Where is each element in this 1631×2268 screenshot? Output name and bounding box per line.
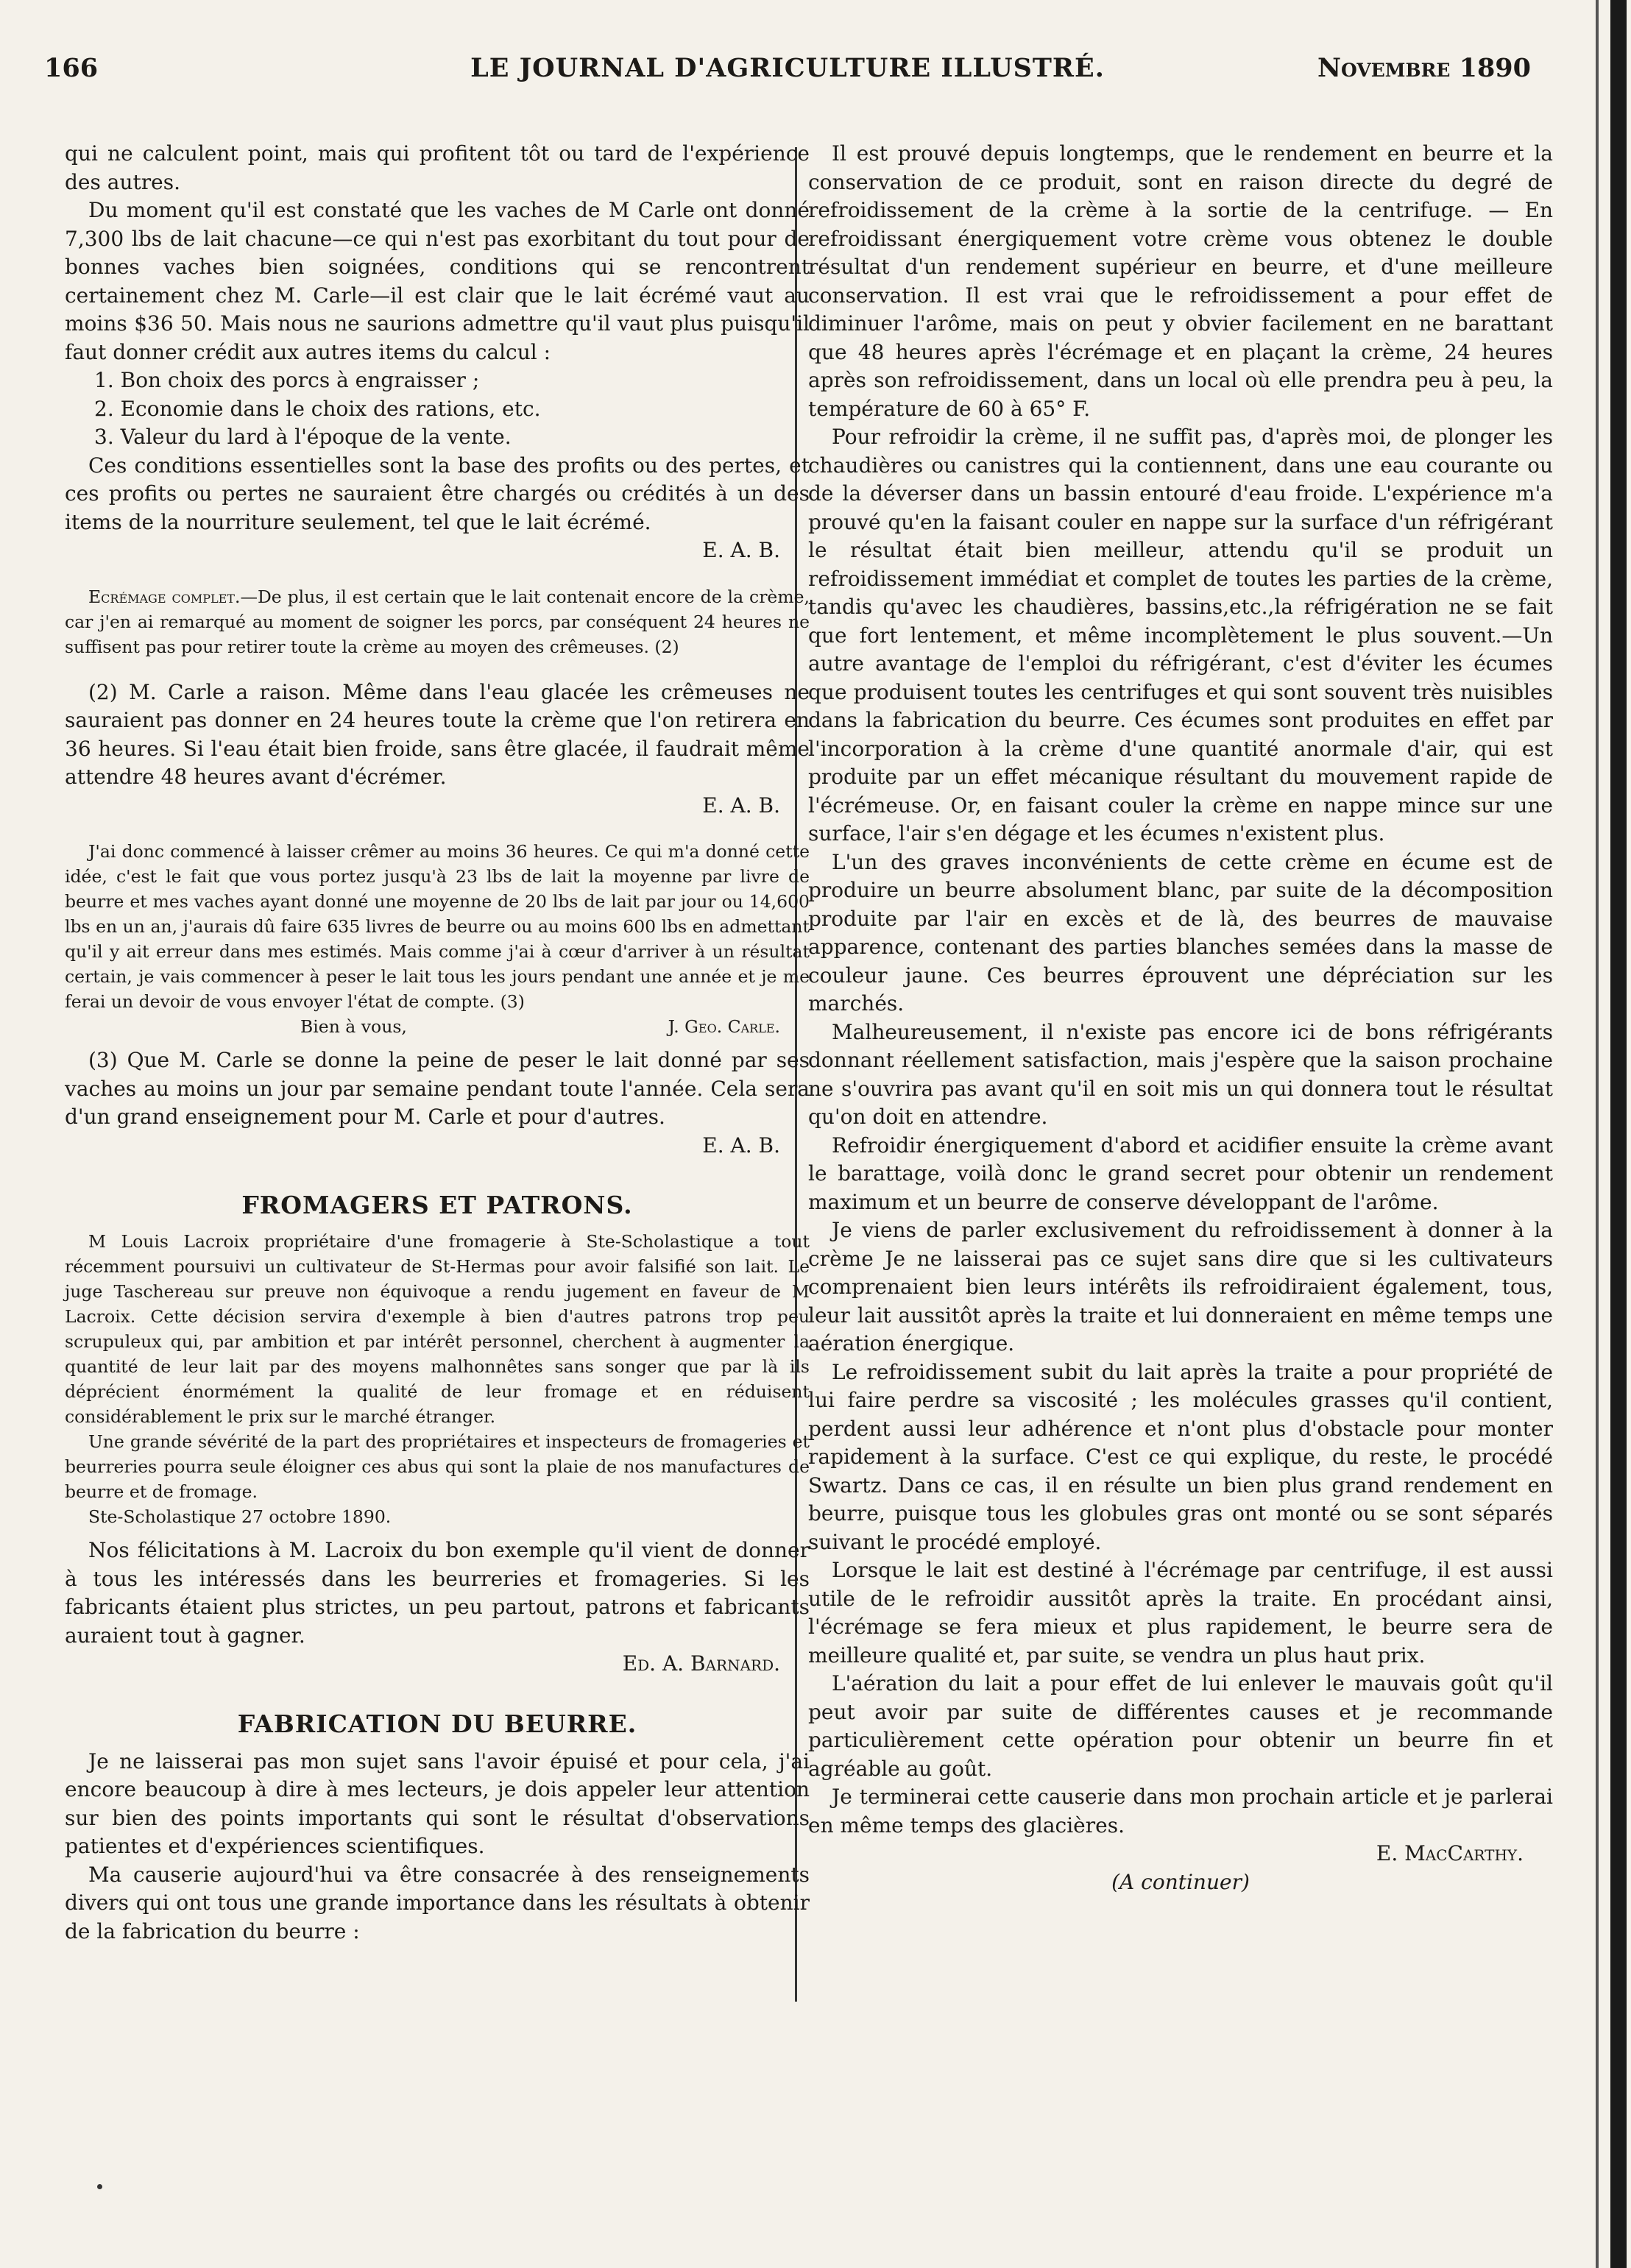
article-paragraph: Il est prouvé depuis longtemps, que le rendement en beurre et la conservation de ce produit, sont en raison directe du degré de refroidissement de la crème à la sortie de la centrifuge. — En refroidissant énergiquement votre crème vous obtenez le double résultat d'un rendement supérieur en beurre, et d'une meilleure conservation. Il est vrai que le refroidissement a pour effet de diminuer l'arôme, mais on peut y obvier facilement en ne barattant que 48 heures après l'écrémage et en plaçant la crème, 24 heures après son refroidissement, dans un local où elle prendra peu à peu, la température de 60 à 65° F.	[808, 141, 1553, 421]
article-paragraph: Pour refroidir la crème, il ne suffit pas, d'après moi, de plonger les chaudières ou canistres qui la contiennent, dans une eau courante ou de la déverser dans un bassin entouré d'eau froide. L'expérience m'a prouvé qu'en la faisant couler en nappe sur la surface d'un réfrigérant le résultat était bien meilleur, attendu qu'il se produit un refroidissement immédiat et complet de toutes les parties de la crème, tandis qu'avec les chaudières, bassins,etc.,la réfrigération ne se fait que fort lentement, et même incomplètement le plus souvent.—Un autre avantage de l'emploi du réfrigérant, c'est d'éviter les écumes que produisent toutes les centrifuges et qui sont souvent très nuisibles dans la fabrication du beurre. Ces écumes sont produites en effet par l'incorporation à la crème d'une quantité anormale d'air, qui est produite par un effet mécanique résultant du mouvement rapide de l'écrémeuse. Or, en faisant couler la crème en nappe mince sur une surface, l'air s'en dégage et les écumes n'existent plus.	[808, 425, 1553, 846]
section-title-fromagers: FROMAGERS ET PATRONS.	[241, 1191, 633, 1219]
fromagers-dateline: Ste-Scholastique 27 octobre 1890.	[88, 1506, 392, 1527]
page-number: 166	[44, 53, 99, 83]
section-title-fabrication: FABRICATION DU BEURRE.	[237, 1709, 637, 1738]
list-item: 3. Valeur du lard à l'époque de la vente.	[94, 425, 512, 449]
list-item: 1. Bon choix des porcs à engraisser ;	[94, 368, 480, 392]
signature-barnard: Ed. A. Barnard.	[622, 1651, 780, 1676]
page-edge-line	[1596, 0, 1599, 2268]
article-paragraph: Je viens de parler exclusivement du refroidissement à donner à la crème Je ne laisserai pas ce sujet sans dire que si les cultivateurs comprenaient bien leurs intérêts ils refroidiraient également, tous, leur lait aussitôt après la traite et lui donneraient en même temps une aération énergique.	[808, 1218, 1553, 1356]
intro-paragraph: qui ne calculent point, mais qui profitent tôt ou tard de l'expérience des autres.	[65, 141, 810, 194]
page-edge-bar	[1610, 0, 1627, 2268]
signature-maccarthy: E. MacCarthy.	[1376, 1841, 1524, 1865]
letter-author: J. Geo. Carle.	[668, 1016, 780, 1037]
letter-paragraph: J'ai donc commencé à laisser crêmer au moins 36 heures. Ce qui m'a donné cette idée, c'est le fait que vous portez jusqu'à 23 lbs de lait la moyenne par livre de beurre et mes vaches ayant donné une moyenne de 20 lbs de lait par jour ou 14,600 lbs en un an, j'aurais dû faire 635 livres de beurre ou au moins 600 lbs en admettant qu'il y ait erreur dans mes estimés. Mais comme j'ai à cœur d'arriver à un résultat certain, je vais commencer à peser le lait tous les jours pendant une année et je me ferai un devoir de vous envoyer l'état de compte. (3)	[65, 841, 810, 1012]
article-paragraph: Malheureusement, il n'existe pas encore ici de bons réfrigérants donnant réellement satisfaction, mais j'espère que la saison prochaine ne s'ouvrira pas avant qu'il en soit mis un qui donnera tout le résultat qu'on doit en attendre.	[808, 1019, 1553, 1129]
intro-paragraph: Du moment qu'il est constaté que les vaches de M Carle ont donné 7,300 lbs de lait chacune—ce qui n'est pas exorbitant du tout pour de bonnes vaches bien soignées, conditions qui se rencontrent certainement chez M. Carle—il est clair que le lait écrémé vaut au moins $36 50. Mais nous ne saurions admettre qu'il vaut plus puisqu'il faut donner crédit aux autres items du calcul :	[65, 198, 810, 364]
signature-eab: E. A. B.	[702, 1133, 780, 1158]
page-mark	[97, 2184, 102, 2189]
closing-salutation: Bien à vous,	[300, 1016, 407, 1037]
fabrication-paragraph: Ma causerie aujourd'hui va être consacrée à des renseignements divers qui ont tous une grande importance dans les résultats à obtenir de la fabrication du beurre :	[65, 1862, 810, 1943]
left-column	[65, 140, 810, 1946]
continuation-note: (A continuer)	[1111, 1869, 1250, 1894]
signature-eab: E. A. B.	[702, 793, 780, 818]
ecremage-paragraph	[65, 584, 810, 659]
fabrication-paragraph: Je ne laisserai pas mon sujet sans l'avoir épuisé et pour cela, j'ai encore beaucoup à dire à mes lecteurs, je dois appeler leur attention sur bien des points importants qui sont le résultat d'observations patientes et d'expériences scientifiques.	[65, 1748, 810, 1858]
article-paragraph: Le refroidissement subit du lait après la traite a pour propriété de lui faire perdre sa viscosité ; les molécules grasses qu'il contient, perdent aussi leur adhérence et n'ont plus d'obstacle pour monter rapidement à la surface. C'est ce qui explique, du reste, le procédé Swartz. Dans ce cas, il en résulte un bien plus grand rendement en beurre, puisque tous les globules gras ont monté ou se sont séparés suivant le procédé employé.	[808, 1359, 1553, 1554]
issue-date: Novembre 1890	[1317, 53, 1531, 83]
ecremage-title: Ecrémage complet.	[88, 586, 241, 607]
journal-title: LE JOURNAL D'AGRICULTURE ILLUSTRÉ.	[470, 53, 1105, 83]
note-3: (3) Que M. Carle se donne la peine de peser le lait donné par ses vaches au moins un jour par semaine pendant toute l'année. Cela sera d'un grand enseignement pour M. Carle et pour d'autres.	[65, 1048, 810, 1129]
signature-eab: E. A. B.	[702, 538, 780, 562]
note-2: (2) M. Carle a raison. Même dans l'eau glacée les crêmeuses ne sauraient pas donner en 24 heures toute la crème que l'on retirera en 36 heures. Si l'eau était bien froide, sans être glacée, il faudrait même attendre 48 heures avant d'écrémer.	[65, 679, 810, 789]
fromagers-paragraph: M Louis Lacroix propriétaire d'une fromagerie à Ste-Scholastique a tout récemment poursuivi un cultivateur de St-Hermas pour avoir falsifié son lait. Le juge Taschereau sur preuve non équivoque a rendu jugement en faveur de M Lacroix. Cette décision servira d'exemple à bien d'autres patrons trop peu scrupuleux qui, par ambition et par intérêt personnel, cherchent à augmenter la quantité de leur lait par des moyens malhonnêtes sans songer que par là ils déprécient énormément la qualité de leur fromage et en réduisent considérablement le prix sur le marché étranger.	[65, 1231, 810, 1427]
article-paragraph: Je terminerai cette causerie dans mon prochain article et je parlerai en même temps des glacières.	[808, 1785, 1553, 1838]
article-paragraph: Refroidir énergiquement d'abord et acidifier ensuite la crème avant le barattage, voilà donc le grand secret pour obtenir un rendement maximum et un beurre de conserve développant de l'arôme.	[808, 1133, 1553, 1214]
article-paragraph: L'un des graves inconvénients de cette crème en écume est de produire un beurre absolument blanc, par suite de la décomposition produite par l'air en excès et de là, des beurres de mauvaise apparence, contenant des parties blanches semées dans la masse de couleur jaune. Ces beurres éprouvent une dépréciation sur les marchés.	[808, 849, 1553, 1016]
fromagers-paragraph: Une grande sévérité de la part des propriétaires et inspecteurs de fromageries et beurreries pourra seule éloigner ces abus qui sont la plaie de nos manufactures de beurre et de fromage.	[65, 1431, 810, 1502]
article-paragraph: Lorsque le lait est destiné à l'écrémage par centrifuge, il est aussi utile de le refroidir aussitôt après la traite. En procédant ainsi, l'écrémage se fera mieux et plus rapidement, le beurre sera de meilleure qualité et, par suite, se vendra un plus haut prix.	[808, 1558, 1553, 1668]
article-paragraph: L'aération du lait a pour effet de lui enlever le mauvais goût qu'il peut avoir par suite de différentes causes et je recommande particulièrement cette opération pour obtenir un beurre fin et agréable au goût.	[808, 1671, 1553, 1781]
right-column	[808, 140, 1553, 1896]
page-header	[44, 50, 1531, 94]
conditions-paragraph: Ces conditions essentielles sont la base des profits ou des pertes, et ces profits ou pertes ne sauraient être chargés ou crédités à un des items de la nourriture seulement, tel que le lait écrémé.	[65, 453, 810, 534]
fromagers-comment: Nos félicitations à M. Lacroix du bon exemple qu'il vient de donner à tous les intéressés dans les beurreries et fromageries. Si les fabricants étaient plus strictes, un peu partout, patrons et fabricants auraient tout à gagner.	[65, 1538, 810, 1648]
list-item: 2. Economie dans le choix des rations, etc.	[94, 396, 541, 421]
letter-closing	[65, 1014, 810, 1039]
ecremage-text: —De plus, il est certain que le lait contenait encore de la crème, car j'en ai remarqué au moment de soigner les porcs, par conséquent 24 heures ne suffisent pas pour retirer toute la crème au moyen des crêmeuses. (2)	[65, 586, 810, 657]
